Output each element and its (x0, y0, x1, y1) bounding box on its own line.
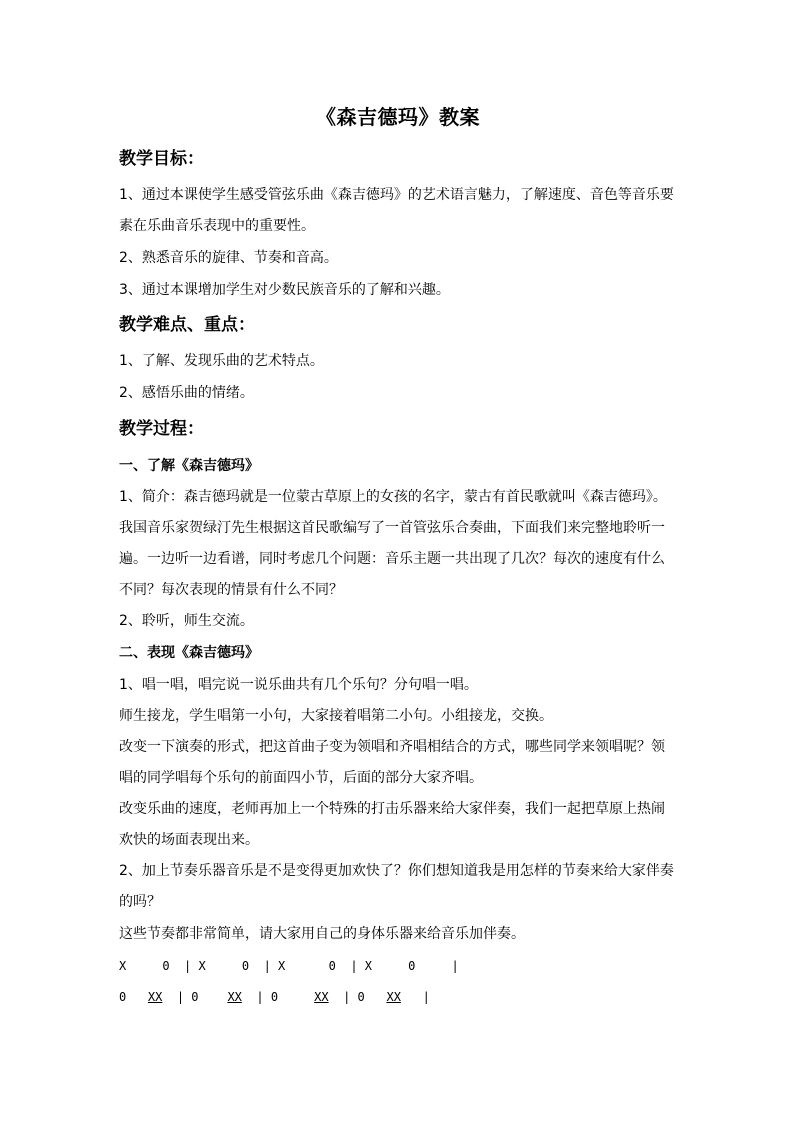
part2-line-7: 2、加上节奏乐器音乐是不是变得更加欢快了？你们想知道我是用怎样的节奏来给大家伴奏 (119, 863, 674, 879)
subheading-part2: 二、表现《森吉德玛》 (119, 645, 259, 661)
barline: | (343, 990, 351, 1004)
part2-line-5: 改变乐曲的速度，老师再加上一个特殊的打击乐器来给大家伴奏，我们一起把草原上热闹 (119, 801, 665, 817)
barline: | (451, 959, 459, 973)
keypoints-line-1: 1、了解、发现乐曲的艺术特点。 (119, 353, 324, 369)
part1-line-5: 2、聆听，师生交流。 (119, 613, 254, 629)
heading-process: 教学过程： (119, 419, 204, 439)
part2-line-2: 师生接龙，学生唱第一小句，大家接着唱第二小句。小组接龙，交换。 (119, 708, 553, 724)
part2-line-4: 唱的同学唱每个乐句的前面四小节，后面的部分大家齐唱。 (119, 770, 483, 786)
rhythm-beat: 0 (357, 990, 365, 1004)
objectives-line-1: 1、通过本课使学生感受管弦乐曲《森吉德玛》的艺术语言魅力，了解速度、音色等音乐要 (119, 187, 674, 203)
rhythm-beat: 0 (162, 959, 170, 973)
part1-line-2: 我国音乐家贺绿汀先生根据这首民歌编写了一首管弦乐合奏曲，下面我们来完整地聆听一 (119, 520, 665, 536)
barline: | (184, 959, 192, 973)
rhythm-beat: 0 (241, 959, 250, 973)
rhythm-beat: XX (227, 990, 242, 1004)
rhythm-beat: 0 (328, 959, 336, 973)
part2-line-6: 欢快的场面表现出来。 (119, 832, 259, 848)
barline: | (422, 990, 430, 1004)
rhythm-beat: XX (386, 990, 401, 1004)
objectives-line-2: 素在乐曲音乐表现中的重要性。 (119, 218, 315, 234)
keypoints-line-2: 2、感悟乐曲的情绪。 (119, 385, 254, 401)
rhythm-beat: XX (147, 990, 163, 1004)
objectives-line-3: 2、熟悉音乐的旋律、节奏和音高。 (119, 250, 338, 266)
rhythm-row-2 (119, 987, 430, 1007)
rhythm-beat: 0 (191, 990, 199, 1004)
part1-line-3: 遍。一边听一边看谱，同时考虑几个问题：音乐主题一共出现了几次？每次的速度有什么 (119, 551, 665, 567)
rhythm-beat: 0 (408, 959, 416, 973)
part1-line-1: 1、简介：森吉德玛就是一位蒙古草原上的女孩的名字，蒙古有首民歌就叫《森吉德玛》。 (119, 489, 667, 505)
part2-line-1: 1、唱一唱，唱完说一说乐曲共有几个乐句？分句唱一唱。 (119, 677, 478, 693)
rhythm-beat: X (278, 959, 286, 973)
rhythm-beat: X (364, 959, 373, 973)
rhythm-beat: X (119, 959, 127, 973)
document-title: 《森吉德玛》教案 (316, 105, 480, 129)
subheading-part1: 一、了解《森吉德玛》 (119, 458, 259, 474)
part2-line-8: 的吗？ (119, 894, 161, 910)
rhythm-beat: 0 (270, 990, 279, 1004)
barline: | (256, 990, 264, 1004)
rhythm-row-1 (119, 956, 459, 976)
barline: | (176, 990, 185, 1004)
objectives-line-4: 3、通过本课增加学生对少数民族音乐的了解和兴趣。 (119, 282, 450, 298)
rhythm-beat: X (198, 959, 206, 973)
part2-line-3: 改变一下演奏的形式，把这首曲子变为领唱和齐唱相结合的方式，哪些同学来领唱呢？领 (119, 739, 665, 755)
rhythm-beat: 0 (119, 990, 127, 1004)
part1-line-4: 不同？每次表现的情景有什么不同？ (119, 582, 343, 598)
barline: | (350, 959, 358, 973)
barline: | (263, 959, 271, 973)
heading-keypoints: 教学难点、重点： (119, 315, 255, 335)
rhythm-beat: XX (314, 990, 329, 1004)
heading-objectives: 教学目标： (119, 149, 204, 169)
part2-line-9: 这些节奏都非常简单，请大家用自己的身体乐器来给音乐加伴奏。 (119, 926, 525, 942)
